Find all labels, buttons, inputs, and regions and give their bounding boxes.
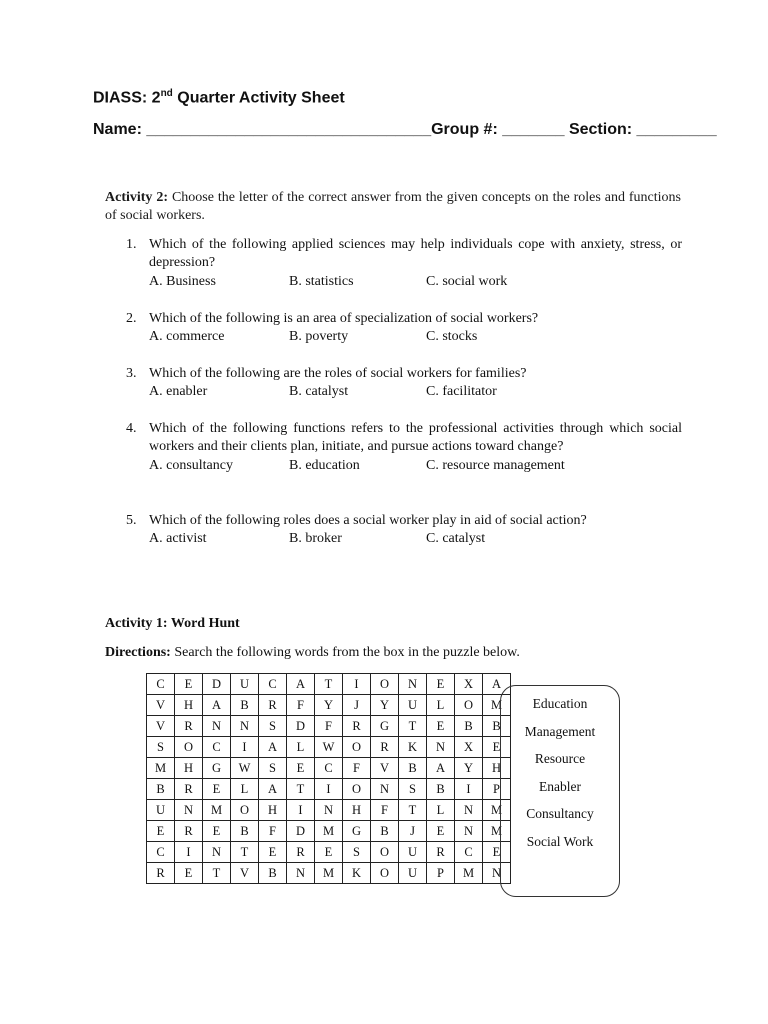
question-text: Which of the following is an area of specialization of social workers? — [149, 311, 539, 326]
grid-cell: M — [147, 758, 175, 779]
option-c: C. resource management — [426, 457, 565, 473]
grid-cell: S — [343, 842, 371, 863]
grid-cell: S — [259, 758, 287, 779]
grid-cell: M — [315, 863, 343, 884]
grid-cell: O — [231, 800, 259, 821]
option-b: B. statistics — [289, 273, 354, 289]
grid-cell: L — [427, 800, 455, 821]
grid-row — [147, 821, 511, 842]
question-number: 3. — [126, 366, 137, 381]
grid-cell: R — [175, 821, 203, 842]
grid-cell: M — [203, 800, 231, 821]
question-options — [149, 457, 682, 475]
question-options — [149, 328, 682, 346]
grid-cell: R — [371, 737, 399, 758]
question-2 — [126, 310, 682, 347]
question-text: Which of the following roles does a social worker play in aid of social action? — [149, 513, 587, 528]
option-c: C. social work — [426, 273, 508, 289]
grid-cell: F — [287, 695, 315, 716]
option-a: A. commerce — [149, 329, 225, 345]
grid-cell: H — [175, 695, 203, 716]
grid-cell: T — [399, 800, 427, 821]
grid-cell: O — [371, 863, 399, 884]
grid-cell: L — [427, 695, 455, 716]
grid-cell: P — [427, 863, 455, 884]
question-number: 1. — [126, 237, 137, 252]
grid-cell: P — [483, 779, 511, 800]
grid-cell: G — [203, 758, 231, 779]
grid-cell: C — [315, 758, 343, 779]
grid-row — [147, 695, 511, 716]
grid-cell: E — [427, 821, 455, 842]
grid-cell: D — [287, 716, 315, 737]
grid-cell: U — [399, 863, 427, 884]
grid-cell: O — [175, 737, 203, 758]
grid-cell: J — [343, 695, 371, 716]
grid-cell: U — [399, 695, 427, 716]
word-item: Social Work — [526, 833, 594, 849]
grid-cell: L — [287, 737, 315, 758]
grid-cell: E — [315, 842, 343, 863]
option-b: B. poverty — [289, 329, 349, 345]
grid-cell: B — [399, 758, 427, 779]
grid-cell: N — [427, 737, 455, 758]
grid-cell: E — [175, 674, 203, 695]
grid-cell: C — [203, 737, 231, 758]
grid-cell: O — [343, 779, 371, 800]
grid-cell: A — [483, 674, 511, 695]
grid-cell: E — [427, 674, 455, 695]
option-a: A. activist — [149, 531, 207, 547]
option-c: C. stocks — [426, 329, 478, 345]
grid-cell: G — [343, 821, 371, 842]
grid-cell: X — [455, 674, 483, 695]
grid-cell: E — [287, 758, 315, 779]
grid-cell: F — [371, 800, 399, 821]
question-5 — [126, 512, 682, 549]
grid-cell: H — [483, 758, 511, 779]
grid-cell: T — [287, 779, 315, 800]
grid-cell: H — [343, 800, 371, 821]
grid-cell: B — [483, 716, 511, 737]
grid-cell: N — [455, 800, 483, 821]
grid-cell: T — [315, 674, 343, 695]
grid-cell: R — [259, 695, 287, 716]
grid-cell: R — [287, 842, 315, 863]
grid-cell: N — [203, 842, 231, 863]
grid-cell: N — [483, 863, 511, 884]
option-a: A. consultancy — [149, 457, 233, 473]
grid-cell: C — [147, 674, 175, 695]
grid-cell: I — [315, 779, 343, 800]
grid-cell: M — [483, 821, 511, 842]
grid-cell: B — [259, 863, 287, 884]
grid-row — [147, 716, 511, 737]
grid-cell: A — [259, 779, 287, 800]
grid-cell: B — [455, 716, 483, 737]
grid-cell: H — [259, 800, 287, 821]
grid-cell: N — [231, 716, 259, 737]
grid-cell: E — [175, 863, 203, 884]
word-search-grid — [146, 673, 511, 884]
grid-cell: N — [287, 863, 315, 884]
grid-cell: N — [455, 821, 483, 842]
grid-cell: I — [343, 674, 371, 695]
grid-row — [147, 779, 511, 800]
option-b: B. catalyst — [289, 384, 349, 400]
question-1 — [126, 236, 682, 291]
word-item: Enabler — [539, 778, 581, 794]
activity2-label: Activity 2: — [105, 190, 169, 205]
question-3 — [126, 365, 682, 402]
grid-cell: E — [483, 737, 511, 758]
grid-cell: M — [483, 695, 511, 716]
grid-cell: I — [231, 737, 259, 758]
grid-cell: W — [231, 758, 259, 779]
grid-cell: J — [399, 821, 427, 842]
grid-cell: A — [427, 758, 455, 779]
grid-cell: O — [455, 695, 483, 716]
grid-cell: E — [483, 842, 511, 863]
grid-cell: C — [147, 842, 175, 863]
grid-cell: F — [315, 716, 343, 737]
grid-cell: I — [287, 800, 315, 821]
grid-cell: N — [203, 716, 231, 737]
grid-cell: K — [399, 737, 427, 758]
grid-cell: U — [231, 674, 259, 695]
grid-cell: T — [399, 716, 427, 737]
question-text: Which of the following applied sciences may help individuals cope with anxiety, stress, or depression? — [149, 237, 682, 271]
question-options — [149, 273, 682, 291]
grid-cell: X — [455, 737, 483, 758]
name-group-section-line: Name: ________________________________Group #: _______ Section: _________ — [93, 121, 717, 138]
grid-cell: C — [455, 842, 483, 863]
grid-cell: N — [371, 779, 399, 800]
question-4 — [126, 420, 682, 475]
question-text: Which of the following functions refers to the professional activities through which social workers and their clients plan, initiate, and pursue actions toward change? — [149, 421, 682, 455]
grid-cell: F — [259, 821, 287, 842]
grid-cell: N — [315, 800, 343, 821]
grid-cell: M — [315, 821, 343, 842]
grid-cell: R — [175, 716, 203, 737]
grid-cell: B — [231, 821, 259, 842]
option-c: C. facilitator — [426, 384, 497, 400]
grid-cell: V — [231, 863, 259, 884]
grid-row — [147, 737, 511, 758]
grid-cell: N — [175, 800, 203, 821]
grid-cell: F — [343, 758, 371, 779]
word-item: Management — [524, 723, 596, 739]
grid-cell: M — [455, 863, 483, 884]
grid-cell: I — [455, 779, 483, 800]
word-item: Resource — [534, 751, 586, 766]
grid-cell: V — [147, 716, 175, 737]
sheet-title: DIASS: 2nd Quarter Activity Sheet — [93, 88, 345, 107]
grid-cell: Y — [315, 695, 343, 716]
grid-cell: R — [427, 842, 455, 863]
grid-cell: R — [147, 863, 175, 884]
grid-cell: W — [315, 737, 343, 758]
activity1-directions: Directions: Search the following words from the box in the puzzle below. — [105, 645, 520, 660]
option-c: C. catalyst — [426, 531, 486, 547]
grid-cell: V — [371, 758, 399, 779]
grid-cell: E — [203, 779, 231, 800]
grid-cell: V — [147, 695, 175, 716]
grid-cell: E — [259, 842, 287, 863]
grid-cell: K — [343, 863, 371, 884]
question-number: 2. — [126, 311, 137, 326]
grid-cell: T — [203, 863, 231, 884]
question-number: 4. — [126, 421, 137, 436]
activity1-title: Activity 1: Word Hunt — [105, 616, 240, 631]
question-options — [149, 383, 682, 401]
grid-cell: U — [399, 842, 427, 863]
grid-cell: H — [175, 758, 203, 779]
option-a: A. enabler — [149, 384, 208, 400]
grid-cell: S — [399, 779, 427, 800]
grid-cell: U — [147, 800, 175, 821]
grid-cell: B — [231, 695, 259, 716]
grid-cell: Y — [455, 758, 483, 779]
grid-cell: L — [231, 779, 259, 800]
grid-cell: B — [147, 779, 175, 800]
word-list-box — [500, 685, 620, 897]
option-b: B. broker — [289, 531, 342, 547]
activity2-instruction: Activity 2: Choose the letter of the correct answer from the given concepts on the roles and functions of social workers. — [105, 190, 681, 224]
grid-cell: E — [147, 821, 175, 842]
grid-row — [147, 863, 511, 884]
grid-cell: E — [203, 821, 231, 842]
grid-cell: N — [399, 674, 427, 695]
grid-cell: R — [175, 779, 203, 800]
grid-row — [147, 842, 511, 863]
question-text: Which of the following are the roles of social workers for families? — [149, 366, 527, 381]
word-item: Education — [532, 696, 588, 711]
grid-cell: S — [259, 716, 287, 737]
grid-cell: O — [343, 737, 371, 758]
question-options — [149, 530, 682, 548]
grid-row — [147, 800, 511, 821]
grid-cell: A — [203, 695, 231, 716]
grid-row — [147, 758, 511, 779]
grid-cell: Y — [371, 695, 399, 716]
grid-cell: O — [371, 674, 399, 695]
grid-cell: C — [259, 674, 287, 695]
grid-row — [147, 674, 511, 695]
grid-cell: T — [231, 842, 259, 863]
grid-cell: I — [175, 842, 203, 863]
grid-cell: R — [343, 716, 371, 737]
option-b: B. education — [289, 457, 360, 473]
grid-cell: G — [371, 716, 399, 737]
grid-cell: S — [147, 737, 175, 758]
grid-cell: B — [371, 821, 399, 842]
word-item: Consultancy — [526, 806, 594, 821]
question-number: 5. — [126, 513, 137, 528]
grid-cell: O — [371, 842, 399, 863]
grid-cell: B — [427, 779, 455, 800]
grid-cell: D — [287, 821, 315, 842]
grid-cell: A — [259, 737, 287, 758]
grid-cell: D — [203, 674, 231, 695]
grid-cell: A — [287, 674, 315, 695]
grid-cell: M — [483, 800, 511, 821]
grid-cell: E — [427, 716, 455, 737]
option-a: A. Business — [149, 273, 216, 289]
